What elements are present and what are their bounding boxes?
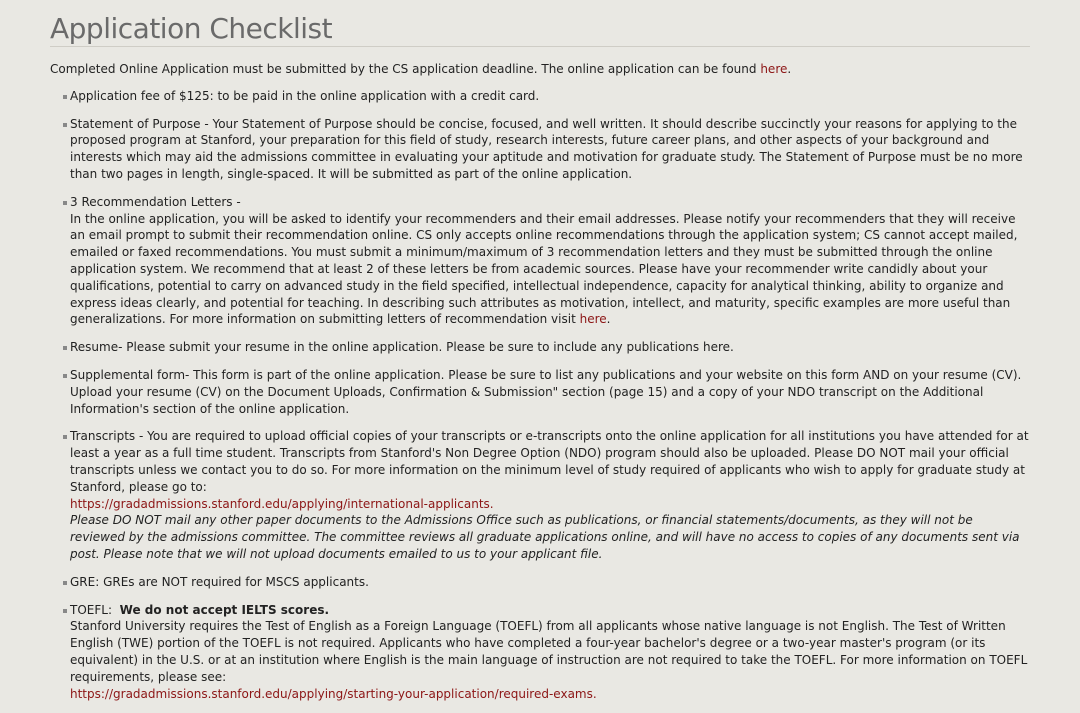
checklist [50,88,1030,703]
bullet-icon [63,346,67,350]
list-item-toefl [70,602,1030,703]
transcripts-note: Please DO NOT mail any other paper documents to the Admissions Office such as publications, or financial statements/documents, as they will not be reviewed by the admissions committee. The committee reviews all graduate applications online, and will have no access to copies of any documents sent via post. Please note that we will not upload documents emailed to us to your applicant file. [70,513,1020,561]
sop-text: Statement of Purpose - Your Statement of Purpose should be concise, focused, and well written. It should describe succinctly your reasons for applying to the proposed program at Stanford, your preparation for this field of study, research interests, future career plans, and other aspects of your background and interests which may aid the admissions committee in evaluating your aptitude and motivation for graduate study. The Statement of Purpose must be no more than two pages in length, single-spaced. It will be submitted as part of the online application. [70,116,1023,181]
list-item-resume [70,339,1030,356]
resume-text: Resume- Please submit your resume in the online application. Please be sure to include any publications here. [70,340,734,355]
intro-end: . [787,62,792,76]
bullet-icon [63,581,67,585]
required-exams-link[interactable]: https://gradadmissions.stanford.edu/applying/starting-your-application/required-exams. [70,686,597,701]
list-item-recommendations [70,194,1030,328]
bullet-icon [63,201,67,205]
recommendations-end: . [606,312,611,327]
list-item-transcripts [70,428,1030,562]
page-title: Application Checklist [50,12,1030,47]
online-application-link[interactable]: here [760,62,788,76]
recommendations-body: In the online application, you will be asked to identify your recommenders and their email addresses. Please notify your recommenders that they will receive an email prompt to submit their recommendation online. CS only accepts online recommendations through the application system; CS cannot accept mailed, emailed or faxed recommendations. You must submit a minimum/maximum of 3 recommendation letters and they must be submitted through the online application system. We recommend that at least 2 of these letters be from academic sources. Please have your recommender write candidly about your qualifications, potential to carry on advanced study in the field specified, intellectual independence, capacity for analytical thinking, ability to organize and express ideas clearly, and potential for teaching. In describing such attributes as motivation, intellect, and maturity, specific examples are more useful than generalizations. For more information on submitting letters of recommendation visit [70,211,1018,327]
supplemental-text: Supplemental form- This form is part of the online application. Please be sure to list any publications and your website on this form AND on your resume (CV). Upload your resume (CV) on the Document Uploads, Confirmation & Submission" section (page 15) and a copy of your NDO transcript on the Additional Information's section of the online application. [70,367,1022,416]
gre-text: GRE: GREs are NOT required for MSCS applicants. [70,574,369,589]
fee-text: Application fee of $125: to be paid in the online application with a credit card. [70,88,540,103]
bullet-icon [63,609,67,613]
bullet-icon [63,95,67,99]
intro-text: Completed Online Application must be submitted by the CS application deadline. The online application can be found [50,62,761,76]
bullet-icon [63,374,67,378]
recommendation-info-link[interactable]: here [579,312,607,327]
toefl-body: Stanford University requires the Test of English as a Foreign Language (TOEFL) from all applicants whose native language is not English. The Test of Written English (TWE) portion of the TOEFL is not required. Applicants who have completed a four-year bachelor's degree or a two-year master's program (or its equivalent) in the U.S. or at an institution where English is the main language of instruction are not required to take the TOEFL. For more information on TOEFL requirements, please see: [70,619,1028,684]
international-applicants-link[interactable]: https://gradadmissions.stanford.edu/applying/international-applicants. [70,496,494,511]
intro-paragraph [50,61,1030,78]
page-content [50,0,1030,713]
list-item-gre [70,574,1030,591]
list-item-supplemental-form [70,367,1030,417]
list-item-statement-of-purpose [70,116,1030,183]
toefl-ielts-notice: We do not accept IELTS scores. [119,602,330,617]
list-item-fee [70,88,1030,105]
bullet-icon [63,435,67,439]
recommendations-title: 3 Recommendation Letters - [70,194,241,209]
toefl-label: TOEFL: [70,602,112,617]
bullet-icon [63,123,67,127]
transcripts-text: Transcripts - You are required to upload official copies of your transcripts or e-transcripts onto the online application for all institutions you have attended for at least a year as a full time student. Transcripts from Stanford's Non Degree Option (NDO) program should also be uploaded. Please DO NOT mail your official transcripts unless we contact you to do so. For more information on the minimum level of study required of applicants who wish to apply for graduate study at Stanford, please go to: [70,429,1029,494]
